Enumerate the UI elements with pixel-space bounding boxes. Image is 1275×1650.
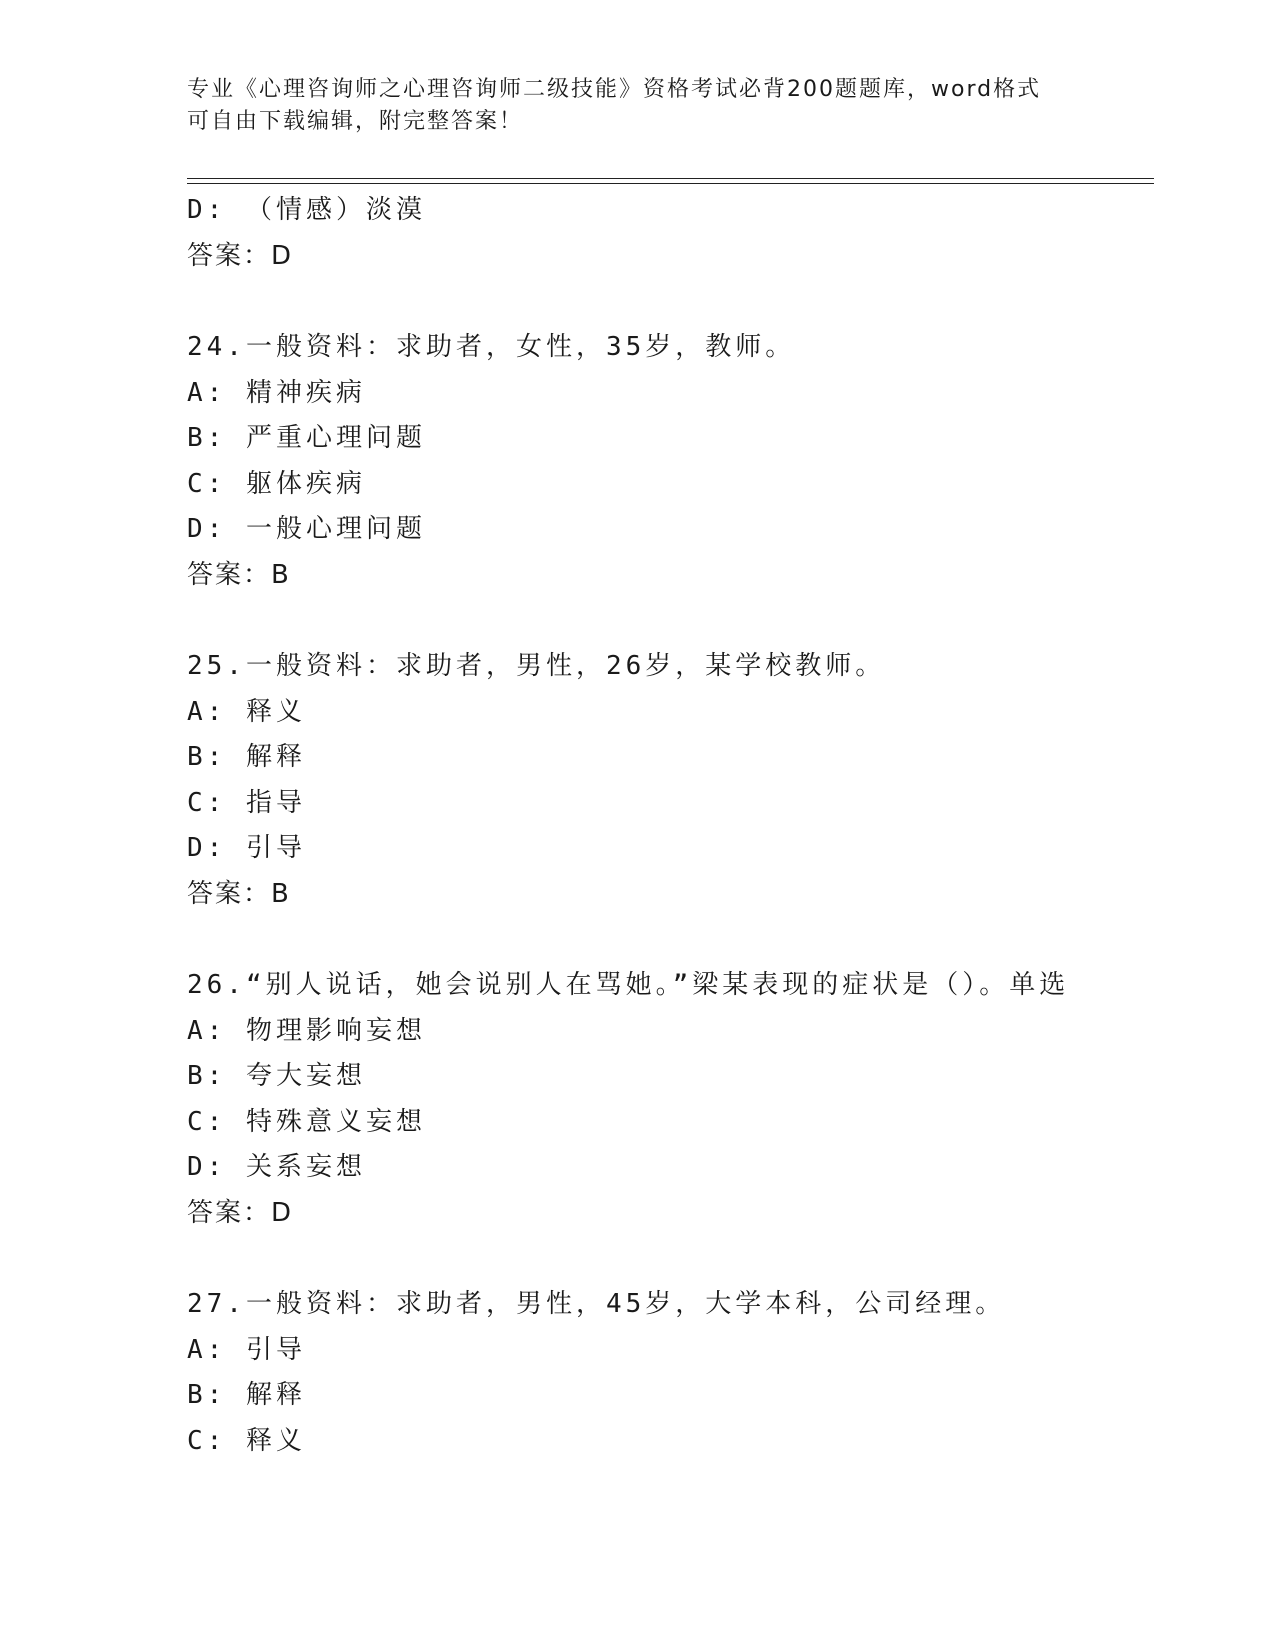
block-spacer	[187, 1236, 1147, 1282]
block-spacer	[187, 279, 1147, 325]
question-list	[187, 188, 1147, 1464]
question-text: 26.“别人说话，她会说别人在骂她。”梁某表现的症状是（）。单选	[187, 970, 1070, 1000]
option-line: A: 引导	[187, 1334, 306, 1365]
header-divider-top	[187, 178, 1154, 179]
option-line: C: 躯体疾病	[187, 468, 366, 499]
option-line: C: 释义	[187, 1425, 306, 1456]
option-line: A: 物理影响妄想	[187, 1015, 426, 1046]
question-text: 25.一般资料：求助者，男性，26岁，某学校教师。	[187, 651, 886, 681]
answer-line: 答案：D	[187, 240, 294, 271]
option-line: A: 释义	[187, 696, 306, 727]
answer-line: 答案：B	[187, 878, 291, 909]
header-title-line-1: 专业《心理咨询师之心理咨询师二级技能》资格考试必背200题题库，word格式	[187, 77, 1042, 102]
option-line: D: 引导	[187, 833, 306, 863]
option-line: C: 特殊意义妄想	[187, 1106, 426, 1137]
answer-line: 答案：B	[187, 559, 291, 590]
question-text: 24.一般资料：求助者，女性，35岁，教师。	[187, 332, 796, 362]
question-text: 27.一般资料：求助者，男性，45岁，大学本科，公司经理。	[187, 1289, 1006, 1319]
option-line: B: 解释	[187, 1380, 306, 1410]
header-divider-bottom	[187, 183, 1154, 184]
option-line: C: 指导	[187, 787, 306, 818]
option-line: A: 精神疾病	[187, 377, 366, 408]
block-spacer	[187, 917, 1147, 963]
option-line: B: 夸大妄想	[187, 1061, 366, 1091]
header-title-line-2: 可自由下载编辑，附完整答案！	[187, 109, 524, 134]
document-header	[187, 74, 1087, 138]
block-spacer	[187, 598, 1147, 644]
answer-line: 答案：D	[187, 1197, 294, 1228]
option-line: D: 关系妄想	[187, 1152, 366, 1182]
option-line: B: 严重心理问题	[187, 423, 426, 453]
option-line: D: （情感）淡漠	[187, 195, 426, 225]
option-line: B: 解释	[187, 742, 306, 772]
option-line: D: 一般心理问题	[187, 514, 426, 544]
